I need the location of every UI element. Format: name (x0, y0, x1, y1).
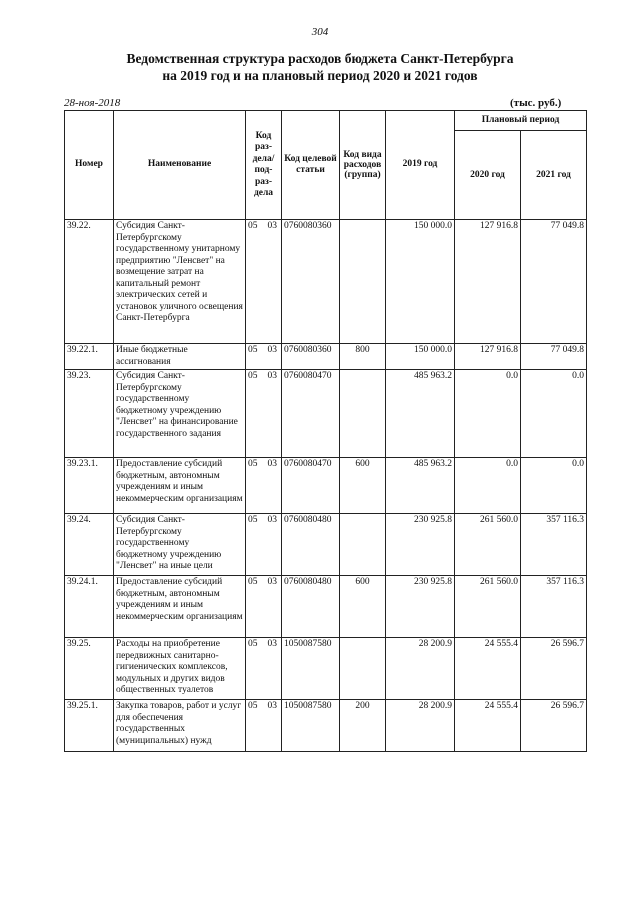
row-number: 39.23. (65, 370, 114, 458)
row-target-code: 0760080480 (282, 514, 340, 576)
document-title (0, 50, 640, 84)
row-expense-type (340, 638, 386, 700)
table-row (65, 576, 587, 638)
subsection-code: 03 (267, 701, 277, 711)
row-expense-type: 200 (340, 700, 386, 752)
header-planned-period: Плановый период (455, 111, 587, 131)
row-target-code: 0760080360 (282, 220, 340, 344)
document-date: 28-ноя-2018 (64, 97, 121, 109)
row-target-code: 0760080470 (282, 458, 340, 514)
row-target-code: 1050087580 (282, 638, 340, 700)
row-2020: 24 555.4 (455, 638, 521, 700)
row-2019: 150 000.0 (386, 344, 455, 370)
row-2020: 24 555.4 (455, 700, 521, 752)
row-2019: 485 963.2 (386, 370, 455, 458)
row-name: Субсидия Санкт-Петербургскому государственному унитарному предприятию "Ленсвет" на возмещение затрат на капитальный ремонт электрических сетей и установок уличного освещения Санкт-Петербурга (114, 220, 246, 344)
row-number: 39.22.1. (65, 344, 114, 370)
row-2021: 26 596.7 (521, 700, 587, 752)
row-2021: 26 596.7 (521, 638, 587, 700)
section-code: 05 (248, 221, 258, 231)
table-row (65, 344, 587, 370)
row-target-code: 1050087580 (282, 700, 340, 752)
row-number: 39.24. (65, 514, 114, 576)
row-number: 39.24.1. (65, 576, 114, 638)
page-number: 304 (311, 26, 329, 38)
row-2020: 0.0 (455, 370, 521, 458)
header-target-code: Код целевой статьи (282, 111, 340, 220)
row-2019: 28 200.9 (386, 700, 455, 752)
row-name: Иные бюджетные ассигнования (114, 344, 246, 370)
row-2019: 150 000.0 (386, 220, 455, 344)
row-name: Субсидия Санкт-Петербургскому государственному бюджетному учреждению "Ленсвет" на иные цели (114, 514, 246, 576)
row-section-code (246, 576, 282, 638)
row-2019: 485 963.2 (386, 458, 455, 514)
row-number: 39.23.1. (65, 458, 114, 514)
row-expense-type (340, 220, 386, 344)
header-2021: 2021 год (521, 131, 587, 220)
row-number: 39.22. (65, 220, 114, 344)
row-2020: 127 916.8 (455, 220, 521, 344)
row-2020: 0.0 (455, 458, 521, 514)
row-section-code (246, 344, 282, 370)
subsection-code: 03 (267, 577, 277, 587)
subsection-code: 03 (267, 221, 277, 231)
header-expense-type: Код вида расходов (группа) (340, 111, 386, 220)
budget-table (64, 110, 587, 752)
subsection-code: 03 (267, 459, 277, 469)
title-line-1: Ведомственная структура расходов бюджета Санкт-Петербурга (126, 51, 514, 66)
subsection-code: 03 (267, 345, 277, 355)
table-row (65, 638, 587, 700)
header-number: Номер (65, 111, 114, 220)
row-section-code (246, 370, 282, 458)
row-2021: 357 116.3 (521, 576, 587, 638)
row-target-code: 0760080360 (282, 344, 340, 370)
row-2020: 127 916.8 (455, 344, 521, 370)
section-code: 05 (248, 345, 258, 355)
row-name: Расходы на приобретение передвижных санитарно-гигиенических комплексов, модульных и других видов общественных туалетов (114, 638, 246, 700)
subsection-code: 03 (267, 639, 277, 649)
row-2020: 261 560.0 (455, 514, 521, 576)
row-2021: 0.0 (521, 370, 587, 458)
row-2020: 261 560.0 (455, 576, 521, 638)
row-2021: 0.0 (521, 458, 587, 514)
row-section-code (246, 700, 282, 752)
row-expense-type (340, 514, 386, 576)
units-label: (тыс. руб.) (510, 97, 562, 109)
header-2020: 2020 год (455, 131, 521, 220)
section-code: 05 (248, 459, 258, 469)
row-target-code: 0760080470 (282, 370, 340, 458)
section-code: 05 (248, 577, 258, 587)
row-name: Закупка товаров, работ и услуг для обеспечения государственных (муниципальных) нужд (114, 700, 246, 752)
row-expense-type (340, 370, 386, 458)
row-expense-type: 600 (340, 576, 386, 638)
table-row (65, 514, 587, 576)
title-line-2: на 2019 год и на плановый период 2020 и 2021 годов (162, 68, 478, 83)
header-section-code: Код раз- дела/ под- раз- дела (246, 111, 282, 220)
table-row (65, 370, 587, 458)
row-section-code (246, 220, 282, 344)
row-number: 39.25.1. (65, 700, 114, 752)
section-code: 05 (248, 639, 258, 649)
table-row (65, 220, 587, 344)
row-name: Субсидия Санкт-Петербургскому государственному бюджетному учреждению "Ленсвет" на финансирование государственного задания (114, 370, 246, 458)
row-expense-type: 800 (340, 344, 386, 370)
header-2019: 2019 год (386, 111, 455, 220)
section-code: 05 (248, 701, 258, 711)
row-2021: 77 049.8 (521, 344, 587, 370)
row-section-code (246, 638, 282, 700)
table-row (65, 458, 587, 514)
row-target-code: 0760080480 (282, 576, 340, 638)
row-name: Предоставление субсидий бюджетным, автономным учреждениям и иным некоммерческим организациям (114, 576, 246, 638)
subsection-code: 03 (267, 515, 277, 525)
row-expense-type: 600 (340, 458, 386, 514)
subsection-code: 03 (267, 371, 277, 381)
row-number: 39.25. (65, 638, 114, 700)
row-2021: 357 116.3 (521, 514, 587, 576)
row-section-code (246, 514, 282, 576)
row-2019: 230 925.8 (386, 514, 455, 576)
row-2019: 230 925.8 (386, 576, 455, 638)
section-code: 05 (248, 371, 258, 381)
header-name: Наименование (114, 111, 246, 220)
row-name: Предоставление субсидий бюджетным, автономным учреждениям и иным некоммерческим организациям (114, 458, 246, 514)
row-2021: 77 049.8 (521, 220, 587, 344)
row-2019: 28 200.9 (386, 638, 455, 700)
row-section-code (246, 458, 282, 514)
table-row (65, 700, 587, 752)
section-code: 05 (248, 515, 258, 525)
